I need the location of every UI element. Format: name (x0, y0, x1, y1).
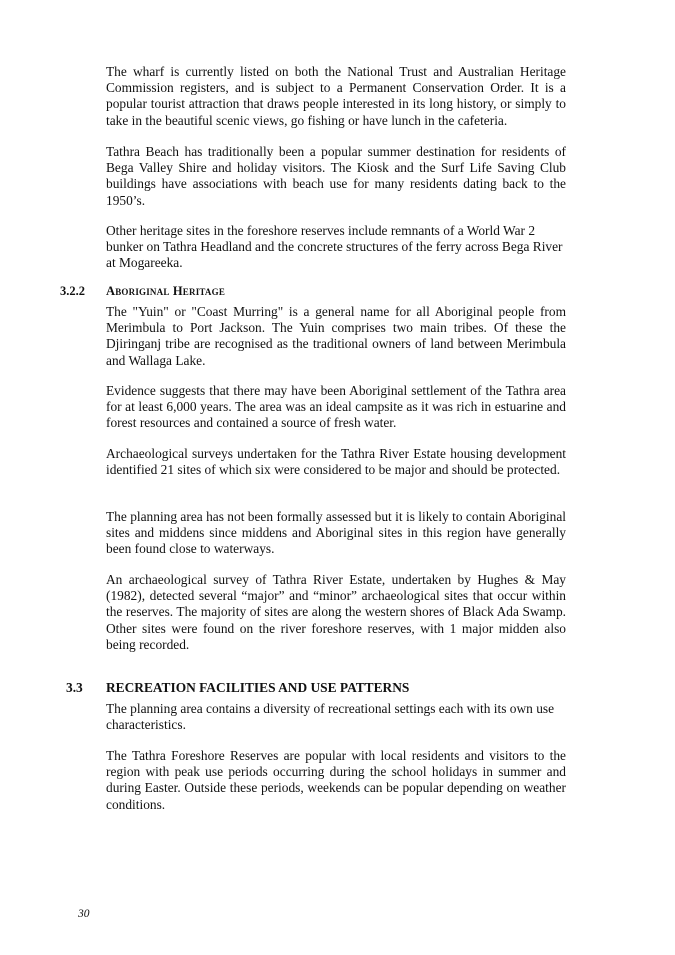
paragraph-archaeological-surveys: Archaeological surveys undertaken for the Tathra River Estate housing development identified 21 sites of which six were considered to be major and should be protected. (106, 446, 566, 478)
paragraph-yuin: The "Yuin" or "Coast Murring" is a general name for all Aboriginal people from Merimbula to Port Jackson. The Yuin comprises two main tribes. Of these the Djiringanj tribe are recognised as the traditional owners of land between Merimbula and Wallaga Lake. (106, 304, 566, 368)
paragraph-planning-area: The planning area has not been formally assessed but it is likely to contain Aboriginal sites and middens since middens and Aboriginal sites in this region have generally been found close to waterways. (106, 509, 566, 557)
paragraph-wharf: The wharf is currently listed on both the National Trust and Australian Heritage Commission registers, and is subject to a Permanent Conservation Order. It is a popular tourist attraction that draws people interested in its long history, or simply to take in the beautiful scenic views, go fishing or have lunch in the cafeteria. (106, 64, 566, 128)
paragraph-foreshore-use: The Tathra Foreshore Reserves are popular with local residents and visitors to the region with peak use periods occurring during the school holidays in summer and during Easter. Outside these periods, weekends can be popular depending on weather conditions. (106, 748, 566, 812)
paragraph-other-heritage-sites: Other heritage sites in the foreshore reserves include remnants of a World War 2 bunker on Tathra Headland and the concrete structures of the ferry across Bega River at Mogareeka. (106, 223, 563, 271)
paragraph-tathra-beach: Tathra Beach has traditionally been a popular summer destination for residents of Bega Valley Shire and holiday visitors. The Kiosk and the Surf Life Saving Club buildings have associations with beach use for many residents dating back to the 1950’s. (106, 144, 566, 208)
paragraph-archaeological-survey-river-estate: An archaeological survey of Tathra River Estate, undertaken by Hughes & May (1982), detected several “major” and “minor” archaeological sites that occur within the reserves. The majority of sites are along the western shores of Black Ada Swamp. Other sites were found on the river foreshore reserves, with 1 major midden also being recorded. (106, 572, 566, 652)
paragraph-recreational-settings: The planning area contains a diversity of recreational settings each with its own use characteristics. (106, 701, 555, 733)
paragraph-evidence: Evidence suggests that there may have been Aboriginal settlement of the Tathra area for at least 6,000 years. The area was an ideal campsite as it was rich in estuarine and forest resources and contained a source of fresh water. (106, 383, 566, 431)
section-title-recreation: RECREATION FACILITIES AND USE PATTERNS (106, 680, 410, 695)
page-number: 30 (78, 908, 90, 920)
section-number-3-3: 3.3 (66, 680, 83, 695)
section-number-3-2-2: 3.2.2 (60, 284, 85, 298)
section-title-aboriginal-heritage: Aboriginal Heritage (106, 284, 226, 298)
